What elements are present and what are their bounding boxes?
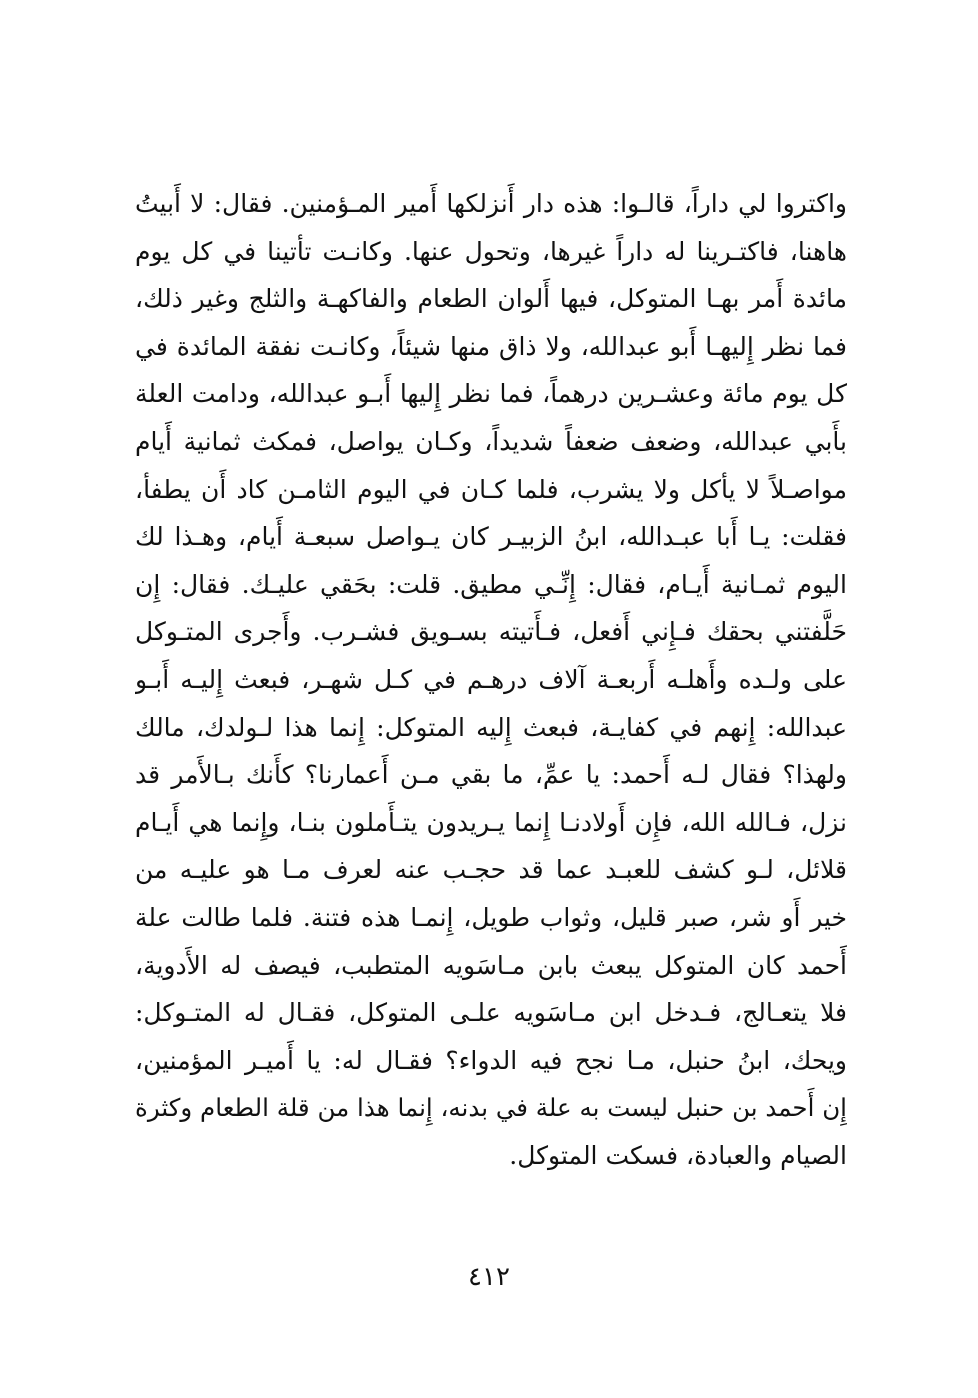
text-line-9: اليوم ثمـانية أَيـام، فقال: إِنِّـي مطيق. قلت: بحَقي عليـك. فقال: إِن	[135, 569, 847, 599]
text-line-17: أَحمد كان المتوكل يبعث بابن مـاسَويه المتطبب، فيصف له الأَدوية،	[135, 950, 847, 980]
text-line-16: خير أَو شر، صبر قليل، وثواب طويل، إِنمـا هذه فتنة. فلما طالت علة	[135, 902, 847, 932]
text-line-18: فلا يتعـالج، فـدخل ابن مـاسَويه علـى المتوكل، فقـال له المتـوكل:	[135, 998, 847, 1028]
text-line-12: عبدالله: إِنهم في كفايـة، فبعث إِليه المتوكل: إِنما هذا لـولدك، مالك	[135, 712, 847, 742]
text-line-4: فما نظر إِليهـا أَبو عبدالله، ولا ذاق منها شيئاً، وكانـت نفقة المائدة في	[135, 331, 847, 361]
text-line-15: قلائل، لـو كشف للعبـد عما قد حجـب عنه لعرف مـا هو عليـه من	[135, 855, 847, 885]
page-number: ٤١٢	[468, 1262, 510, 1292]
text-line-6: بأَبي عبدالله، وضعف ضعفاً شديداً، وكـان يواصل، فمكث ثمانية أَيام	[135, 426, 847, 456]
text-line-21: الصيام والعبادة، فسكت المتوكل.	[509, 1140, 847, 1170]
text-line-2: هاهنا، فاكتـرينا له داراً غيرها، وتحول عنها. وكانـت تأتينا في كل يوم	[135, 236, 847, 266]
body-text	[135, 180, 847, 1179]
text-line-19: ويحك، ابنُ حنبل، مـا نجح فيه الدواء؟ فقـال له: يا أَميـر المؤمنين،	[135, 1045, 847, 1075]
text-line-13: ولهذا؟ فقال لـه أَحمد: يا عمِّ، ما بقي مـن أَعمارنا؟ كأَنك بـالأَمر قد	[135, 760, 847, 790]
text-line-5: كل يوم مائة وعشـرين درهماً، فما نظر إِليها أَبـو عبدالله، ودامت العلة	[135, 379, 847, 409]
text-line-8: فقلت: يـا أَبا عبـدالله، ابنُ الزبيـر كان يـواصل سبعـة أَيام، وهـذا لك	[135, 522, 847, 552]
text-line-20: إِن أَحمد بن حنبل ليست به علة في بدنه، إِنما هذا من قلة الطعام وكثرة	[135, 1093, 847, 1123]
text-line-7: مواصـلاً لا يأكل ولا يشرب، فلما كـان في اليوم الثامـن كاد أَن يطفأ،	[135, 474, 847, 504]
text-line-3: مائدة أَمر بهـا المتوكل، فيها أَلوان الطعام والفاكهـة والثلج وغير ذلك،	[135, 284, 847, 314]
text-line-11: على ولـده وأَهلـه أَربعـة آلاف درهـم في كـل شهـر، فبعث إِليـه أَبـو	[135, 664, 847, 694]
text-line-1: واكتروا لي داراً، قالـوا: هذه دار أَنزلكها أَمير المـؤمنين. فقال: لا أَبيتُ	[135, 189, 847, 218]
text-line-14: نزل، فـالله الله، فإِن أَولادنـا إِنما يـريدون يتـأَملون بنـا، وإِنما هي أَيـام	[135, 807, 847, 837]
text-line-10: حَلَّفتني بحقك فـإِني أَفعل، فـأَتيته بسـويق فشـرب. وأَجرى المتـوكل	[135, 617, 847, 647]
